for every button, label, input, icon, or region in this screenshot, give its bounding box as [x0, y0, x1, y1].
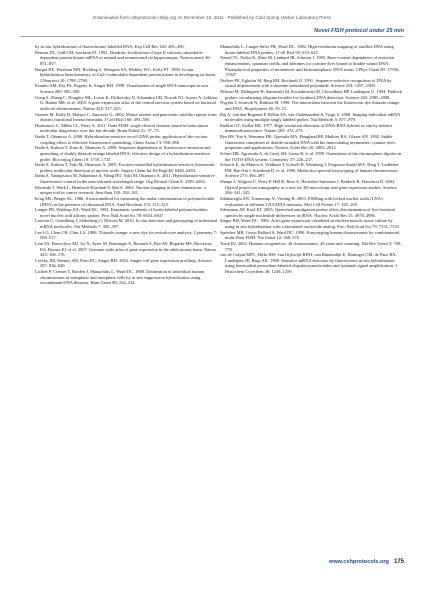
journal-url[interactable]: www.cshprotocols.org [328, 559, 389, 565]
reference-entry: Krug MS, Berger SL. 1986. A micromethod for measuring the molar concentration of polynucleotide (DNA) in the presence of ribosomal RNA. Anal Biochem 153: 315–323. [35, 195, 215, 207]
reference-entry: Langer PR, Waldrop AA, Ward DC. 1981. Enzymatic synthesis of biotin-labeled polynucleotides: novel nucleic acid affinity probes. Proc Natl Acad Sci 78: 6633–6637. [35, 207, 209, 218]
reference-entry: Benson DL, Gall CM, Isackson PJ. 1992. Dendritic localization of type II calcium calmodulin-dependent protein kinase mRNA in normal and reinnervated rat hippocampus. Neuroscience 46: 851–857. [35, 49, 211, 66]
reference-entry: Larsson C, Grundberg I, Söderberg O, Nilsson M. 2010. In situ detection and genotyping of individual mRNA molecules. Nat Methods 7: 395–397. [35, 218, 217, 229]
reference-entry: Lichter P, Cremer T, Borden J, Manuelidis L, Ward DC. 1988. Delineation of individual human chromosomes in metaphase and interphase cells by in situ suppression hybridization using recombinant DNA libraries. Hum Genet 80: 224–234. [35, 269, 204, 286]
reference-entry: Netzel TL, Nafisi K, Zhao M, Lenhard JR, Johnson I. 1995. Base-content dependence of emission enhancements, quantum yields, and lifetimes for cyanine dyes bound to double-strand DNA: Photophysical properties of monomeric and bichromophoric DNA stains. J Phys Chem 99: 17936–17947. [220, 55, 401, 78]
reference-entry: Nielsen PE, Egholm M, Berg RH, Buchardt O. 1991. Sequence-selective recognition of DNA by strand displacement with a thymine-substituted polyamide. Science 254: 1497–1500. [220, 77, 392, 89]
reference-entry: Manuelidis L, Langer-Safer PR, Ward DC. 1982. High-resolution mapping of satellite DNA using biotin-labeled DNA probes. J Cell Biol 95: 619–625. [220, 44, 394, 55]
reference-entry: Ikeda S, Kubota T, Yuki M, Okamoto A. 2009. Exciton-controlled hybridization-sensitive fluorescent probes: multicolor detection of nucleic acids. Angew Chem Int Ed Engl 48: 6480–6484. [35, 162, 215, 173]
reference-entry: by in situ hybridization of fluorochrome-labelled RNA. Exp Cell Res 128: 485–490. [35, 44, 185, 49]
reference-entry: Nygren J, Svanvik N, Kubista M. 1998. The interactions between the fluorescent dye thiazole orange and DNA. Biopolymers 46: 39–51. [220, 100, 400, 111]
reference-entry: Ikeda S, Yanagisawa M, Nakamura A, Wang DO, Yuki M, Okamoto A. 2011. Hybridization-sensitive fluorescence control in the near-infrared wavelength range. Org Biomol Chem 9: 4199–4204. [35, 173, 215, 184]
reference-entry: Ikeda S, Kubota T, Kino K, Okamoto A. 2008. Sequence dependence of fluorescence emission and quenching of doubly thiazole orange labeled DNA: effective design of a hybridization-sensitive probe. Bioconjug Chem 19: 1719–1725. [35, 145, 211, 162]
reference-entry: Singer RH, Ward DC. 1982. Actin gene expression visualized in chicken muscle tissue culture by using in situ hybridization with a biotinated nucleotide analog. Proc Natl Acad Sci 79: 7331–7335. [220, 218, 401, 229]
reference-entry: Nilsson M, Malmgren H, Samiotaki M, Kwiatkowski M, Chowdhary BP, Landegren U. 1994. Padlock probes: circularizing oligonucleotides for localized DNA detection. Science 265: 2085–2088. [220, 89, 402, 100]
page-number: 175 [393, 559, 404, 565]
reference-entry: Levsky JM, Shenoy SM, Pezo RC, Singer RH. 2002. Single-cell gene expression profiling. Science 297: 836–840. [35, 257, 212, 269]
reference-entry: Silahtaroglu AN, Tommerup N, Vissing H. 2003. FISHing with locked nucleic acids (LNA): evaluation of different LNA/DNA mixmers. Mol Cell Probes 17: 165–169. [220, 195, 384, 207]
reference-entry: Gong S, Zheng C, Doughty ML, Losos K, Didkovsky N, Schambra UB, Nowak NJ, Joyner A, Leblanc G, Hatten ME, et al. 2003. A gene expression atlas of the central nervous system based on bacterial artificial chromosomes. Nature 425: 917–925. [35, 94, 218, 111]
references-right-column [220, 44, 403, 275]
download-notice: Downloaded from cshprotocols.cshlp.org on December 15, 2011 - Published by Cold Spring Harbor Laboratory Press [93, 15, 331, 20]
reference-entry: Raj A, van den Bogaard P, Rifkin SA, van Oudenaarden A, Tyagi S. 2008. Imaging individual mRNA molecules using multiple singly labeled probes. Nat Methods 5: 877–879. [220, 111, 401, 123]
reference-entry: Gurnett M, Baffy D, Matsuo C, Amoroso G. 2004. Mouse uterine and pancreatic satellite repeats form distinct functional heterochromatin. J Cell Biol 166: 493–505. [35, 111, 217, 123]
reference-entry: Ikeda T, Okamoto A. 2008. Hybridization-sensitive on-off DNA probe: application of the exciton coupling effect to effective fluorescence quenching. Chem Asian J 3: 958–968. [35, 134, 208, 145]
reference-entry: Silverman AP, Kool ET. 2005. Quenched autoligation probes allow discrimination of live bacterial species by single nucleotide differences in rRNA. Nucleic Acids Res 33: 4978–4986. [220, 207, 395, 218]
reference-entry: Sharpe J, Ahlgren U, Perry P, Hill B, Ross A, Hecksher-Sørensen J, Baldock R, Davidson D. 2002. Optical projection tomography as a tool for 3D microscopy and gene expression studies. Science 296: 541–545. [220, 179, 397, 196]
reference-entry: Lein ES, Hawrylycz MJ, Ao N, Ayres M, Bensinger A, Bernard A, Boe AF, Boguski MS, Brockway KS, Byrnes EJ, et al. 2007. Genome-wide atlas of gene expression in the adult mouse brain. Nature 445: 168–176. [35, 240, 217, 258]
reference-entry: Schiro DR, Agrawala A, de Goeij SH, Grose R, et al. 1999. Orientation of the chromophore dipoles in the TOTO-DNA system. Cytometry 37: 230–237. [220, 150, 402, 162]
page-footer [329, 559, 404, 565]
reference-entry: van de Corput MPC, Dirks RW, van Gijlswijk RPM, van Binnendijk E, Hattinger CM, de Paus RA, Landegent JE, Raap AK. 1998. Sensitive mRNA detection by fluorescence in situ hybridization using horseradish peroxidase-labeled oligodeoxynucleotides and tyramide signal amplification. J Histochem Cytochem 46: 1249–1259. [220, 252, 397, 274]
references-left-column [35, 44, 218, 286]
reference-entry: Burgin KE, Waxham MN, Rickling S, Westgate SA, Mobley WC, Kelly PT. 1990. In situ hybridization histochemistry of Ca2+/calmodulin-dependent protein kinase in developing rat brain. J Neurosci 10: 1788–1798. [35, 66, 217, 83]
reference-entry: Hoshimoto C, Miller CL, Perry A. 2011. Gene FISH: single clinical features found in brain tumor molecular diagnostics over the last decade. Brain Pathol 21: 57–73. [35, 122, 209, 134]
reference-entry: Lee LG, Chen CH, Chiu LA. 1986. Thiazole orange: a new dye for reticulocyte analysis. Cytometry 7: 508–517. [35, 229, 218, 241]
reference-entry: Schrock E, du Manoir S, Veldman T, Schoell B, Wienberg J, Ferguson-Smith MA, Ning Y, Ledbetter DH, Bar-Am I, Soenksen D, et al. 1996. Multicolor spectral karyotyping of human chromosomes. Science 273: 494–497. [220, 162, 399, 179]
reference-entry: Trask BJ. 2002. Human cytogenetics: 46 chromosomes, 46 years and counting. Nat Rev Genet 3: 769–778. [220, 240, 403, 252]
reference-entry: Femino AM, Fay FS, Fogarty K, Singer RH. 1998. Visualization of single RNA transcripts in situ. Science 280: 585–590. [35, 83, 210, 94]
reference-entry: Rudkin GT, Stollar BD. 1977. High resolution detection of DNA-RNA hybrids in situ by indirect immunofluorescence. Nature 265: 472–473. [220, 122, 393, 134]
reference-entry: Khoshab T, Wark L, Hembach-Khoshab S, Mai S. 2002. Nuclear imaging in three dimensions: a unique tool in cancer research. Ann Anat 192: 292–301. [35, 184, 206, 196]
running-head: Novel FISH protocol under 25 min [314, 28, 404, 34]
reference-entry: Rye HS, Yue S, Wemmer DE, Quesada MA, Haugland RP, Mathies RA, Glazer AN. 1992. Stable fluorescent complexes of double-stranded DNA with bis-intercalating asymmetric cyanine dyes: properties and applications. Nucleic Acids Res 20: 2803–2812. [220, 134, 396, 151]
header-rule [20, 36, 404, 37]
reference-entry: Speicher MR, Gwyn Ballard S, Ward DC. 1996. Karyotyping human chromosomes by combinatorial multi-fluor FISH. Nat Genet 12: 368–375. [220, 229, 400, 241]
